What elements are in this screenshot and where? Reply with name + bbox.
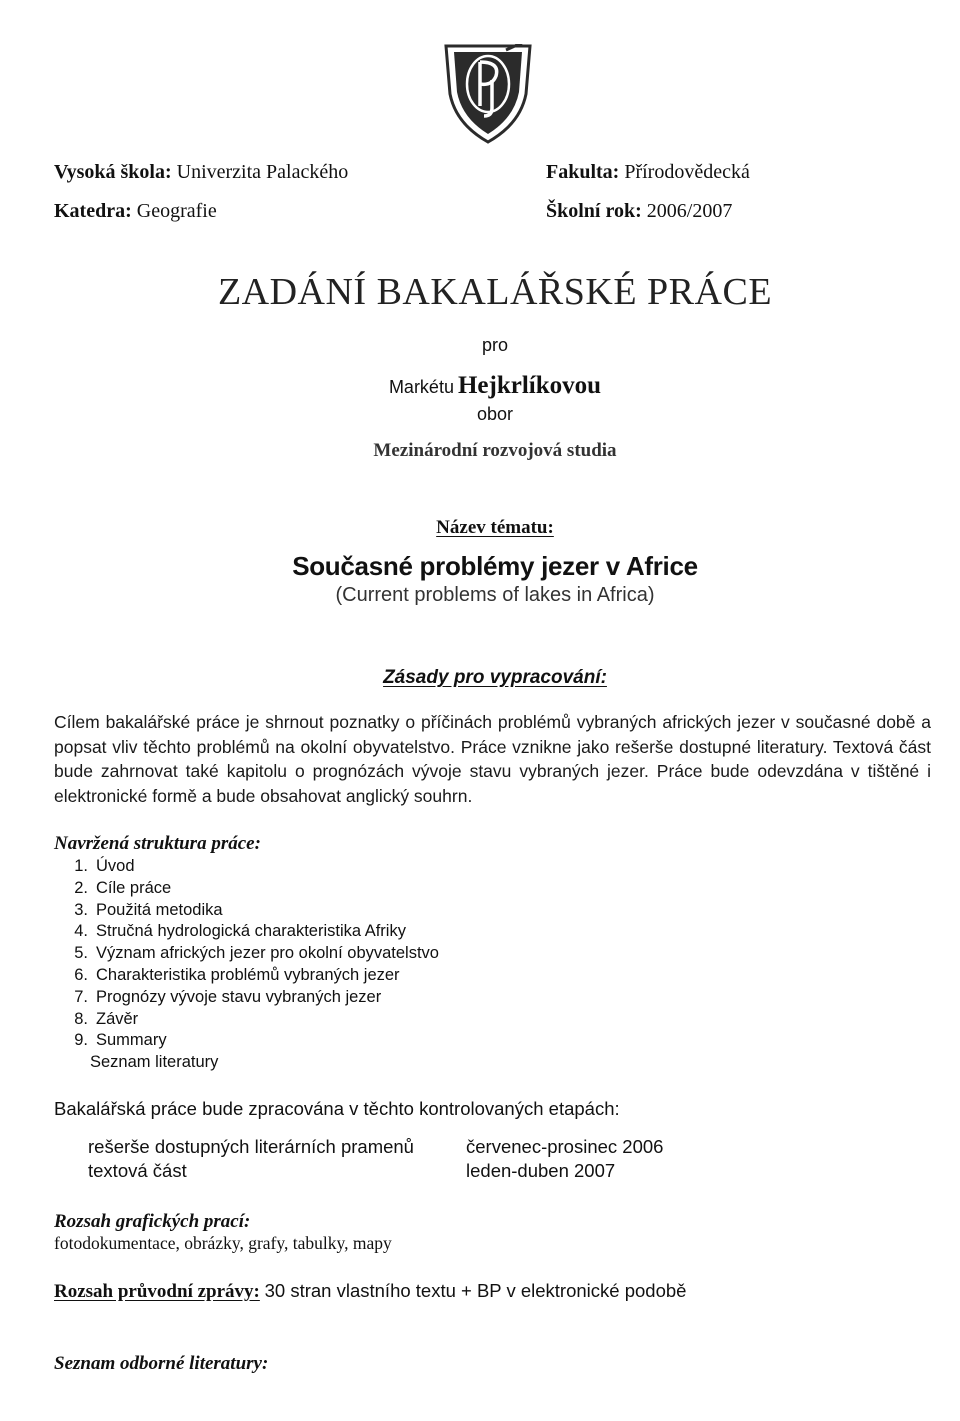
list-item: 1. Úvod — [74, 857, 135, 875]
graphics-value: fotodokumentace, obrázky, grafy, tabulky, mapy — [54, 1233, 392, 1253]
topic-title-en: (Current problems of lakes in Africa) — [335, 584, 655, 606]
recipient-first-name: Markétu — [388, 377, 454, 397]
graphics-label: Rozsah grafických prací: — [54, 1211, 251, 1232]
report-value: 30 stran vlastního textu + BP v elektronické podobě — [264, 1280, 687, 1301]
literature-label: Seznam odborné literatury: — [54, 1353, 269, 1374]
year-row — [546, 200, 732, 223]
list-item: 7. Prognózy vývoje stavu vybraných jezer — [74, 987, 382, 1006]
obor-label: obor — [476, 404, 514, 424]
department-row — [54, 200, 217, 223]
faculty-label: Fakulta: — [546, 161, 620, 183]
obor-value: Mezinárodní rozvojová studia — [373, 440, 617, 461]
list-item: 4. Stručná hydrologická charakteristika Afriky — [74, 922, 406, 941]
principles-label: Zásady pro vypracování: — [383, 667, 607, 688]
list-item: 5. Význam afrických jezer pro okolní obyvatelstvo — [74, 944, 439, 963]
year-label: Školní rok: — [546, 200, 642, 222]
university-shield-logo-icon — [444, 44, 532, 144]
report-row — [54, 1280, 686, 1303]
faculty-value: Přírodovědecká — [624, 161, 750, 183]
document-title: ZADÁNÍ BAKALÁŘSKÉ PRÁCE — [217, 271, 773, 313]
structure-list — [54, 856, 439, 1074]
list-item: 2. Cíle práce — [74, 878, 172, 897]
list-item-extra: Seznam literatury — [90, 1053, 219, 1072]
stage-period-1: červenec-prosinec 2006 — [466, 1136, 664, 1157]
topic-label: Název tématu: — [436, 517, 554, 538]
list-item: 3. Použitá metodika — [74, 900, 223, 919]
year-value: 2006/2007 — [646, 200, 733, 222]
stage-period-2: leden-duben 2007 — [466, 1160, 616, 1181]
recipient-last-name: Hejkrlíkovou — [457, 372, 602, 399]
report-label: Rozsah průvodní zprávy: — [54, 1281, 260, 1302]
pro-label: pro — [481, 335, 508, 355]
department-value: Geografie — [136, 200, 217, 222]
stages-intro: Bakalářská práce bude zpracována v těchto kontrolovaných etapách: — [54, 1098, 620, 1119]
principles-text: Cílem bakalářské práce je shrnout poznatky o příčinách problémů vybraných afrických jezer v současné době a popsat vliv těchto problémů na okolní obyvatelstvo. Práce vznikne jako rešerše dostupné literatury. Textová část bude zahrnovat také kapitolu o prognózách vývoje stavu vybraných jezer. Práce bude odevzdána v tištěné i elektronické formě a bude obsahovat anglický souhrn. — [54, 712, 931, 806]
school-value: Univerzita Palackého — [176, 161, 349, 183]
list-item: 9. Summary — [74, 1031, 167, 1050]
topic-title-cz: Současné problémy jezer v Africe — [292, 551, 698, 581]
faculty-row — [546, 161, 750, 184]
department-label: Katedra: — [54, 200, 132, 222]
school-label: Vysoká škola: — [54, 161, 172, 183]
list-item: 6. Charakteristika problémů vybraných jezer — [74, 965, 400, 984]
stage-task-2: textová část — [88, 1160, 187, 1181]
stage-task-1: rešerše dostupných literárních pramenů — [88, 1136, 414, 1157]
school-row — [54, 161, 348, 184]
recipient-name — [0, 372, 960, 400]
list-item: 8. Závěr — [74, 1009, 139, 1028]
structure-label: Navržená struktura práce: — [54, 833, 261, 854]
